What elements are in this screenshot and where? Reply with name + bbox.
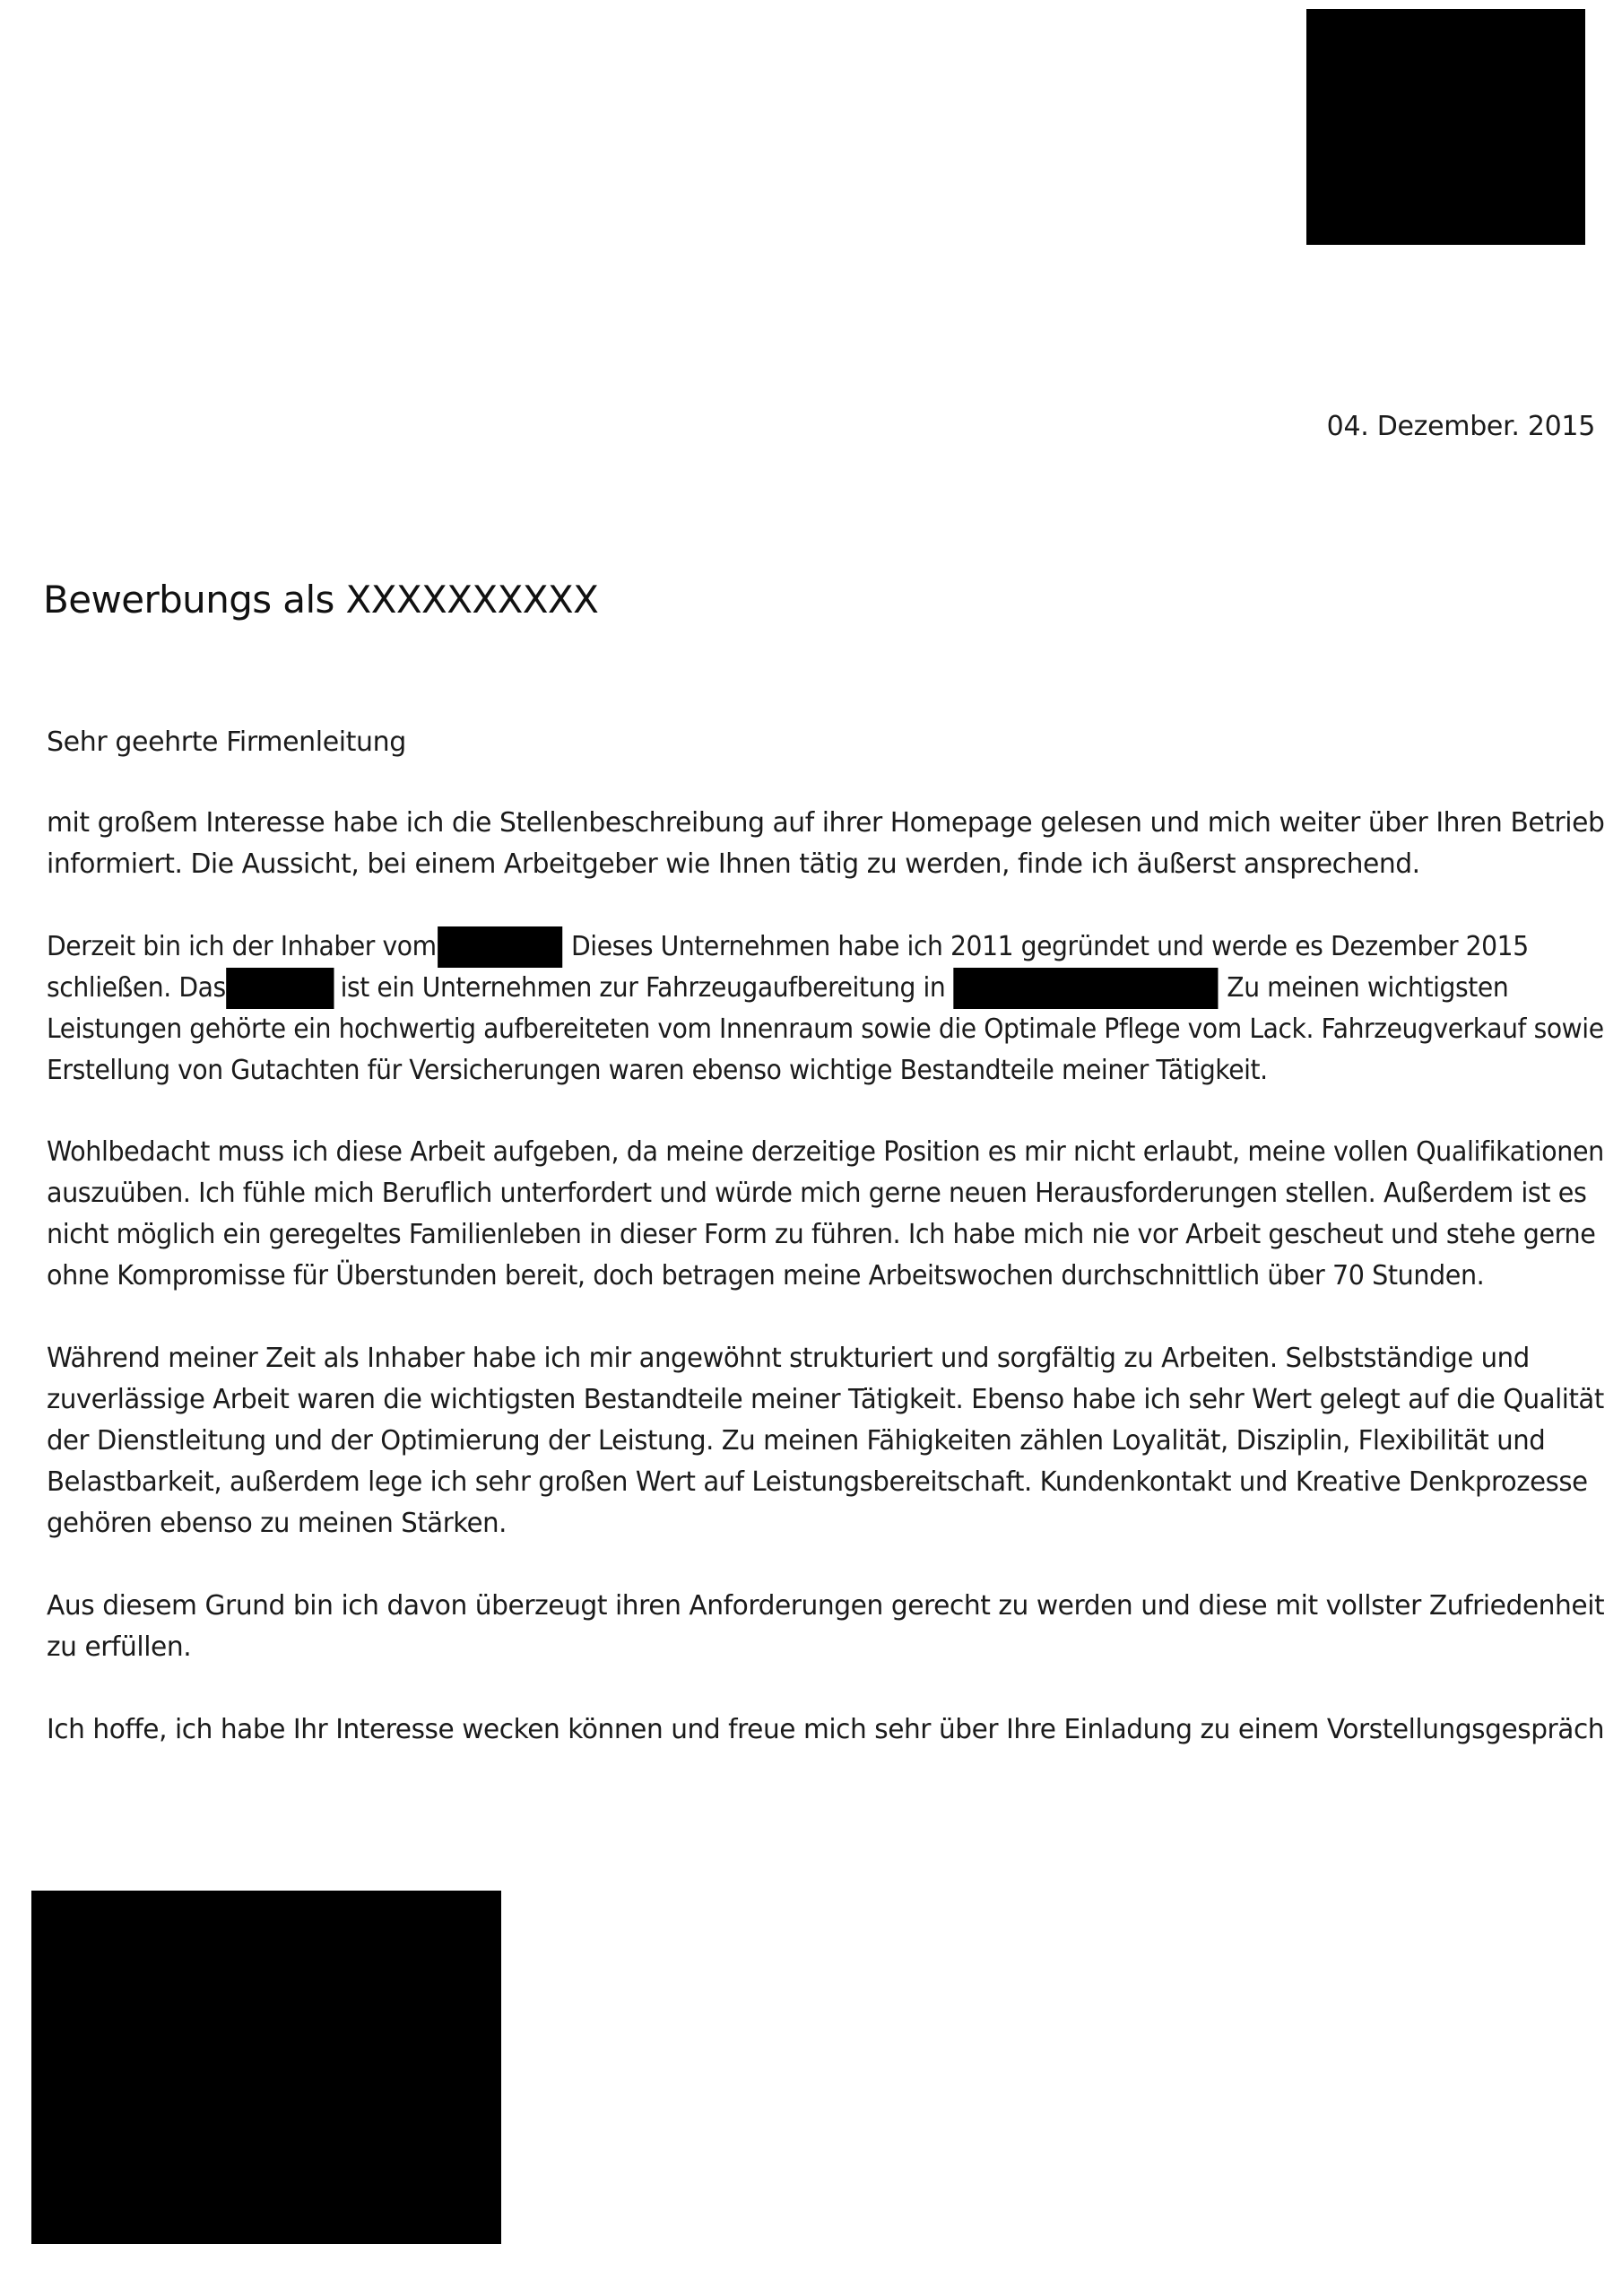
text-line [47, 968, 1604, 1009]
text-line: gehören ebenso zu meinen Stärken. [47, 1508, 507, 1539]
letter-subject: Bewerbungs als XXXXXXXXXX [43, 578, 599, 622]
text-segment: schließen. Das [47, 972, 226, 1004]
paragraph-reason-for-change [47, 1132, 1604, 1297]
text-line: nicht möglich ein geregeltes Familienleben in dieser Form zu führen. Ich habe mich nie vor Arbeit gescheut und stehe gerne [47, 1219, 1596, 1250]
redacted-company-name [438, 926, 563, 968]
paragraph-conviction [47, 1586, 1604, 1668]
text-line [47, 926, 1604, 968]
letter-date: 04. Dezember. 2015 [1326, 411, 1595, 442]
text-line: Belastbarkeit, außerdem lege ich sehr großen Wert auf Leistungsbereitschaft. Kundenkontakt und Kreative Denkprozesse [47, 1466, 1588, 1498]
salutation: Sehr geehrte Firmenleitung [47, 726, 406, 758]
text-segment: ist ein Unternehmen zur Fahrzeugaufbereitung in [340, 972, 946, 1004]
text-segment: Dieses Unternehmen habe ich 2011 gegründet und werde es Dezember 2015 [571, 931, 1529, 962]
paragraph-interest [47, 803, 1604, 885]
paragraph-closing [47, 1709, 1604, 1751]
text-line: informiert. Die Aussicht, bei einem Arbeitgeber wie Ihnen tätig zu werden, finde ich äußerst ansprechend. [47, 848, 1420, 880]
redacted-location [954, 968, 1219, 1009]
text-line: zuverlässige Arbeit waren die wichtigsten Bestandteile meiner Tätigkeit. Ebenso habe ich sehr Wert gelegt auf die Qualität [47, 1384, 1604, 1415]
text-line: der Dienstleitung und der Optimierung der Leistung. Zu meinen Fähigkeiten zählen Loyalität, Disziplin, Flexibilität und [47, 1425, 1546, 1457]
text-line: auszuüben. Ich fühle mich Beruflich unterfordert und würde mich gerne neuen Herausforderungen stellen. Außerdem ist es [47, 1178, 1587, 1209]
paragraph-skills [47, 1338, 1604, 1544]
text-line: Ich hoffe, ich habe Ihr Interesse wecken können und freue mich sehr über Ihre Einladung zu einem Vorstellungsgespräch [47, 1714, 1605, 1745]
text-line: Während meiner Zeit als Inhaber habe ich mir angewöhnt strukturiert und sorgfältig zu Arbeiten. Selbstständige und [47, 1343, 1530, 1374]
redacted-signature-block [31, 1891, 501, 2244]
text-line: ohne Kompromisse für Überstunden bereit, doch betragen meine Arbeitswochen durchschnittlich über 70 Stunden. [47, 1260, 1485, 1292]
text-segment: Derzeit bin ich der Inhaber vom [47, 931, 437, 962]
text-line: Leistungen gehörte ein hochwertig aufbereiteten vom Innenraum sowie die Optimale Pflege vom Lack. Fahrzeugverkauf sowie [47, 1013, 1604, 1045]
paragraph-current-position [47, 926, 1604, 1091]
text-line: Wohlbedacht muss ich diese Arbeit aufgeben, da meine derzeitige Position es mir nicht erlaubt, meine vollen Qualifikationen [47, 1136, 1604, 1168]
text-line: zu erfüllen. [47, 1631, 192, 1663]
text-segment: Zu meinen wichtigsten [1227, 972, 1509, 1004]
text-line: Erstellung von Gutachten für Versicherungen waren ebenso wichtige Bestandteile meiner Tätigkeit. [47, 1055, 1268, 1086]
redacted-company-name [226, 968, 334, 1009]
text-line: Aus diesem Grund bin ich davon überzeugt ihren Anforderungen gerecht zu werden und diese mit vollster Zufriedenheit [47, 1590, 1605, 1622]
redacted-letterhead-block [1306, 9, 1585, 245]
text-line: mit großem Interesse habe ich die Stellenbeschreibung auf ihrer Homepage gelesen und mich weiter über Ihren Betrieb [47, 807, 1605, 839]
